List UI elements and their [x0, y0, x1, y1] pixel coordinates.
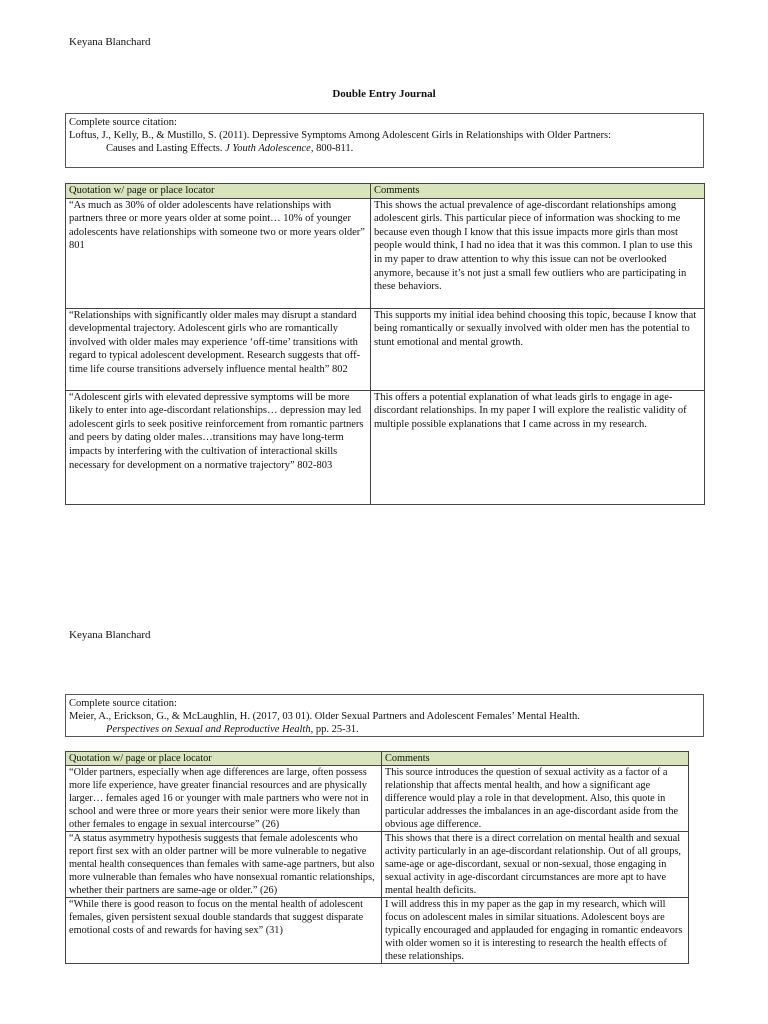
- journal-table: [65, 751, 689, 964]
- citation-box: [65, 113, 704, 168]
- table-header-row: [66, 184, 705, 199]
- quote-cell: “As much as 30% of older adolescents have relationships with partners three or more years older at some point… 10% of younger adolescents have relationships with someone two or more years older” 801: [66, 198, 371, 308]
- citation-box: [65, 694, 704, 737]
- page-title: Double Entry Journal: [332, 88, 436, 100]
- comment-cell: I will address this in my paper as the gap in my research, which will focus on adolescent males in similar situations. Adolescent boys are typically encouraged and applauded for engaging in romantic endeavors with older women so it is interesting to research the health effects of these relationships.: [382, 898, 689, 964]
- table-row: [66, 832, 689, 898]
- citation-journal: Perspectives on Sexual and Reproductive Health: [106, 724, 311, 735]
- quote-cell: “A status asymmetry hypothesis suggests that female adolescents who report first sex with an older partner will be more vulnerable to negative mental health consequences than females with same-age partners, but also more vulnerable than females who have nonsexual romantic relationships, whether their partners are same-age or older.” (26): [66, 832, 382, 898]
- comment-cell: This shows the actual prevalence of age-discordant relationships among adolescent girls. This particular piece of information was shocking to me because even though I know that this issue impacts more girls than most people would think, I had no idea that it was this common. I plan to use this in my paper to draw attention to why this issue can not be overlooked anymore, because it’s not just a small few outliers who are participating in these behaviors.: [371, 198, 705, 308]
- citation-title-end: Causes and Lasting Effects.: [106, 143, 226, 154]
- citation-line-1: Meier, A., Erickson, G., & McLaughlin, H. (2017, 03 01). Older Sexual Partners and Adolescent Females’ Mental Health.: [69, 711, 580, 722]
- table-header-row: [66, 752, 689, 766]
- quote-cell: “Adolescent girls with elevated depressive symptoms will be more likely to enter into age-discordant relationships… depression may led adolescent girls to seek positive reinforcement from romantic partners and peers by dating older males…transitions may have long-term impacts by interfering with the cultivation of interactional skills necessary for development on a normative trajectory” 802-803: [66, 390, 371, 504]
- header-quotation: Quotation w/ page or place locator: [66, 752, 382, 766]
- citation-line-1: Loftus, J., Kelly, B., & Mustillo, S. (2011). Depressive Symptoms Among Adolescent Girls in Relationships with Older Partners:: [69, 130, 611, 141]
- comment-cell: This supports my initial idea behind choosing this topic, because I know that being romantically or sexually involved with older men has the potential to stunt emotional and mental growth.: [371, 308, 705, 390]
- comment-cell: This source introduces the question of sexual activity as a factor of a relationship that affects mental health, and how a significant age difference would play a role in that development. Also, this quote in particular addresses the imbalances in an age-discordant aside from the obvious age difference.: [382, 766, 689, 832]
- author-name: Keyana Blanchard: [69, 629, 151, 641]
- citation-label: Complete source citation:: [69, 698, 177, 709]
- citation-line-2: [69, 723, 700, 736]
- table-row: [66, 308, 705, 390]
- table-row: [66, 898, 689, 964]
- citation-journal: J Youth Adolescence: [225, 143, 311, 154]
- quote-cell: “While there is good reason to focus on the mental health of adolescent females, given persistent sexual double standards that suggest disparate emotional costs of and rewards for having sex” (31): [66, 898, 382, 964]
- header-comments: Comments: [371, 184, 705, 199]
- quote-cell: “Older partners, especially when age differences are large, often possess more life experience, have greater financial resources and are physically larger… females aged 16 or younger with male partners who were not in school and were three or more years their senior were more likely than other females to engage in sexual intercourse” (26): [66, 766, 382, 832]
- header-comments: Comments: [382, 752, 689, 766]
- journal-table: [65, 183, 705, 505]
- citation-label: Complete source citation:: [69, 117, 177, 128]
- table-row: [66, 198, 705, 308]
- quote-cell: “Relationships with significantly older males may disrupt a standard developmental trajectory. Adolescent girls who are romantically involved with older males may experience ‘off-time’ transitions with regard to typical adolescent development. Research suggests that off-time life course transitions adversely influence mental health” 802: [66, 308, 371, 390]
- citation-line-2: [69, 142, 700, 155]
- comment-cell: This offers a potential explanation of what leads girls to engage in age-discordant relationships. In my paper I will explore the realistic validity of multiple possible explanations that I came across in my research.: [371, 390, 705, 504]
- citation-pages: , pp. 25-31.: [310, 724, 359, 735]
- table-row: [66, 390, 705, 504]
- citation-pages: , 800-811.: [310, 143, 354, 154]
- author-name: Keyana Blanchard: [69, 36, 151, 48]
- comment-cell: This shows that there is a direct correlation on mental health and sexual activity particularly in an age-discordant relationship. Out of all groups, same-age or age-discordant, sexual or non-sexual, those engaging in sexual activity in age-discordant circumstances are more apt to have mental health deficits.: [382, 832, 689, 898]
- table-row: [66, 766, 689, 832]
- header-quotation: Quotation w/ page or place locator: [66, 184, 371, 199]
